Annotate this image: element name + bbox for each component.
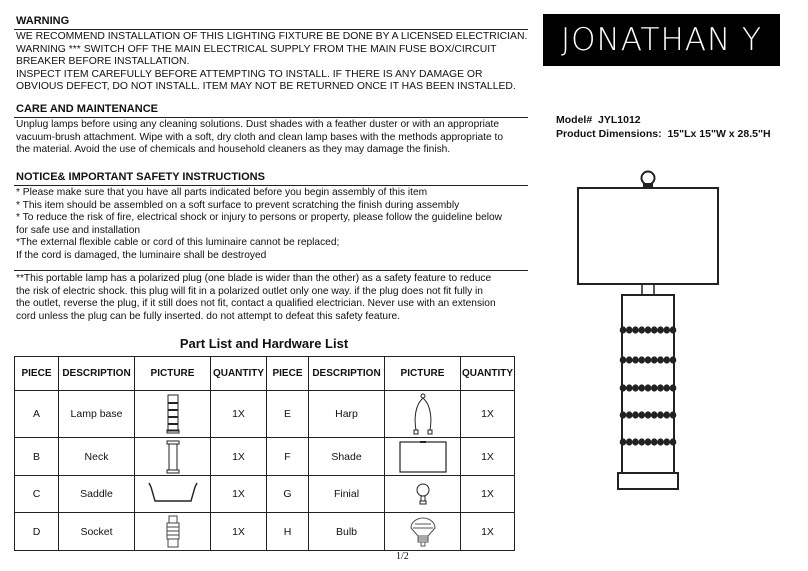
- picture-cell: [135, 438, 211, 476]
- header-piece: PIECE: [15, 357, 59, 391]
- care-line: the material. Avoid the use of chemicals and household cleaners as they may damage the finish.: [16, 144, 451, 156]
- header-picture: PICTURE: [135, 357, 211, 391]
- lamp-bead: [638, 356, 645, 363]
- shade-icon: [399, 441, 447, 473]
- lamp-bead: [670, 438, 677, 445]
- care-title: CARE AND MAINTENANCE: [16, 103, 158, 115]
- notice-line: *The external flexible cable or cord of this luminaire cannot be replaced;: [16, 237, 340, 249]
- saddle-icon: [148, 481, 198, 507]
- model-line: [556, 114, 771, 128]
- header-piece: PIECE: [267, 357, 309, 391]
- quantity-cell: 1X: [461, 438, 515, 476]
- lamp-bead: [657, 411, 664, 418]
- dimensions-label: Product Dimensions:: [556, 127, 662, 140]
- header-picture: PICTURE: [385, 357, 461, 391]
- lamp-bead: [663, 356, 670, 363]
- lamp-bead: [651, 438, 658, 445]
- notice-line: for safe use and installation: [16, 224, 141, 236]
- quantity-cell: 1X: [211, 391, 267, 438]
- model-value: JYL1012: [598, 114, 641, 126]
- header-quantity: QUANTITY: [461, 357, 515, 391]
- picture-cell: [385, 438, 461, 476]
- piece-cell: E: [267, 391, 309, 438]
- lamp-bead: [670, 411, 677, 418]
- table-header-row: [15, 357, 515, 391]
- plug-line: **This portable lamp has a polarized plug (one blade is wider than the other) as a safety feature to reduce: [16, 273, 492, 284]
- socket-icon: [163, 515, 183, 549]
- description-cell: Lamp base: [59, 391, 135, 438]
- lamp-bead: [657, 326, 664, 333]
- piece-cell: D: [15, 513, 59, 551]
- lamp-bead: [657, 438, 664, 445]
- warning-title: WARNING: [16, 15, 70, 27]
- lamp-bead: [651, 326, 658, 333]
- warning-line: WARNING *** SWITCH OFF THE MAIN ELECTRICAL SUPPLY FROM THE MAIN FUSE BOX/CIRCUIT: [16, 43, 497, 55]
- lamp-base-icon: [165, 394, 181, 434]
- lamp-bead: [638, 326, 645, 333]
- lamp-bead: [663, 438, 670, 445]
- plug-line: cord unless the plug can be fully inserted. do not attempt to defeat this safety feature.: [16, 310, 400, 322]
- care-line: vacuum-brush attachment. Wipe with a soft, dry cloth and clean lamp bases with the methods appropriate to: [16, 131, 503, 143]
- lamp-bead: [632, 438, 639, 445]
- lamp-bead: [626, 384, 633, 391]
- plug-line: the risk of electric shock. this plug will fit in a polarized outlet only one way. if the plug does not fit fully in: [16, 285, 483, 297]
- notice-rule: [14, 185, 528, 186]
- description-cell: Finial: [309, 476, 385, 513]
- care-text: [16, 119, 528, 157]
- piece-cell: C: [15, 476, 59, 513]
- care-line: Unplug lamps before using any cleaning solutions. Dust shades with a feather duster or with an appropriate: [16, 119, 500, 130]
- plug-line: the outlet, reverse the plug, if it still does not fit, contact a qualified electrician. Never use with an extension: [16, 298, 496, 310]
- notice-line: * This item should be assembled on a soft surface to prevent scratching the finish during assembly: [16, 199, 460, 211]
- table-row: [15, 513, 515, 551]
- warning-line: INSPECT ITEM CAREFULLY BEFORE ATTEMPTING TO INSTALL. IF THERE IS ANY DAMAGE OR: [16, 68, 483, 80]
- picture-cell: [385, 513, 461, 551]
- quantity-cell: 1X: [211, 438, 267, 476]
- notice-title: NOTICE& IMPORTANT SAFETY INSTRUCTIONS: [16, 171, 265, 183]
- lamp-bead: [657, 356, 664, 363]
- description-cell: Shade: [309, 438, 385, 476]
- lamp-bead: [670, 326, 677, 333]
- quantity-cell: 1X: [461, 391, 515, 438]
- lamp-bead: [645, 411, 652, 418]
- quantity-cell: 1X: [461, 476, 515, 513]
- lamp-bead: [620, 384, 627, 391]
- model-info: [556, 114, 771, 141]
- piece-cell: G: [267, 476, 309, 513]
- table-row: [15, 476, 515, 513]
- lamp-bead: [663, 384, 670, 391]
- picture-cell: [135, 391, 211, 438]
- warning-rule: [14, 29, 528, 30]
- lamp-bead: [663, 326, 670, 333]
- notice-line: If the cord is damaged, the luminaire shall be destroyed: [16, 249, 267, 261]
- lamp-bead: [645, 356, 652, 363]
- lamp-bead: [670, 356, 677, 363]
- picture-cell: [385, 391, 461, 438]
- header-description: DESCRIPTION: [59, 357, 135, 391]
- header-quantity: QUANTITY: [211, 357, 267, 391]
- brand-logo: JONATHAN Y: [543, 14, 780, 66]
- care-rule: [14, 117, 528, 118]
- quantity-cell: 1X: [211, 513, 267, 551]
- plug-rule: [14, 270, 528, 271]
- quantity-cell: 1X: [461, 513, 515, 551]
- lamp-bead: [638, 438, 645, 445]
- table-row: [15, 391, 515, 438]
- model-label: Model#: [556, 114, 593, 126]
- piece-cell: F: [267, 438, 309, 476]
- piece-cell: B: [15, 438, 59, 476]
- table-row: [15, 438, 515, 476]
- lamp-bead: [657, 384, 664, 391]
- piece-cell: H: [267, 513, 309, 551]
- lamp-bead: [632, 356, 639, 363]
- lamp-bead: [651, 411, 658, 418]
- lamp-bead: [626, 356, 633, 363]
- lamp-bead: [632, 411, 639, 418]
- lamp-bead: [620, 411, 627, 418]
- header-description: DESCRIPTION: [309, 357, 385, 391]
- page-number: 1/2: [396, 551, 409, 562]
- lamp-bead: [670, 384, 677, 391]
- lamp-bead: [645, 438, 652, 445]
- picture-cell: [135, 476, 211, 513]
- notice-line: * To reduce the risk of fire, electrical shock or injury to persons or property, please follow the guideline below: [16, 212, 503, 224]
- plug-text: [16, 273, 528, 323]
- lamp-bead: [620, 438, 627, 445]
- lamp-bead: [620, 356, 627, 363]
- parts-title: Part List and Hardware List: [179, 336, 349, 351]
- lamp-bead: [620, 326, 627, 333]
- finial-icon: [415, 482, 431, 506]
- lamp-bead: [632, 326, 639, 333]
- lamp-bead: [651, 356, 658, 363]
- description-cell: Bulb: [309, 513, 385, 551]
- lamp-bead: [638, 384, 645, 391]
- description-cell: Harp: [309, 391, 385, 438]
- picture-cell: [135, 513, 211, 551]
- neck-icon: [165, 440, 181, 474]
- warning-text: [16, 31, 528, 94]
- lamp-bead: [632, 384, 639, 391]
- warning-line: OBVIOUS DEFECT, DO NOT INSTALL. ITEM MAY NOT BE RETURNED ONCE IT HAS BEEN INSTALLED.: [16, 81, 516, 93]
- harp-icon: [411, 393, 435, 435]
- lamp-bead: [651, 384, 658, 391]
- bulb-icon: [408, 516, 438, 548]
- warning-line: BREAKER BEFORE INSTALLATION.: [16, 56, 190, 68]
- picture-cell: [385, 476, 461, 513]
- lamp-bead: [626, 326, 633, 333]
- description-cell: Neck: [59, 438, 135, 476]
- lamp-bead: [638, 411, 645, 418]
- quantity-cell: 1X: [211, 476, 267, 513]
- dimensions-line: [556, 128, 771, 142]
- parts-table: [14, 356, 515, 551]
- lamp-illustration: [570, 166, 720, 492]
- description-cell: Socket: [59, 513, 135, 551]
- description-cell: Saddle: [59, 476, 135, 513]
- piece-cell: A: [15, 391, 59, 438]
- lamp-bead: [645, 384, 652, 391]
- dimensions-value: 15"Lx 15"W x 28.5"H: [667, 127, 771, 140]
- notice-text: [16, 187, 528, 263]
- notice-line: * Please make sure that you have all parts indicated before you begin assembly of this item: [16, 187, 428, 198]
- lamp-bead: [663, 411, 670, 418]
- lamp-bead: [645, 326, 652, 333]
- warning-line: WE RECOMMEND INSTALLATION OF THIS LIGHTING FIXTURE BE DONE BY A LICENSED ELECTRICIAN.: [16, 31, 528, 42]
- lamp-bead: [626, 438, 633, 445]
- lamp-bead: [626, 411, 633, 418]
